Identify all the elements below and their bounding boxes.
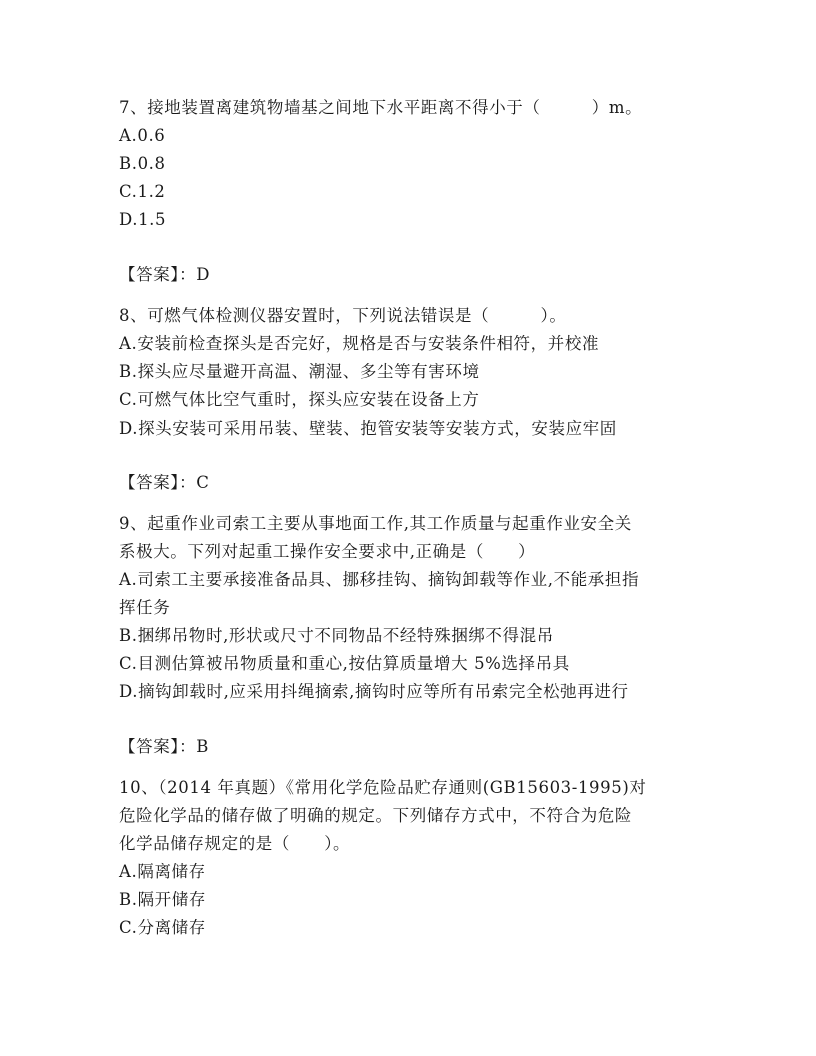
question-8-option-a: A.安装前检查探头是否完好，规格是否与安装条件相符，并校准 xyxy=(119,334,600,353)
question-9-option-a-cont: 挥任务 xyxy=(119,598,171,617)
question-8-answer: 【答案】：C xyxy=(119,473,210,492)
question-8-option-d: D.探头安装可采用吊装、壁装、抱管安装等安装方式，安装应牢固 xyxy=(119,419,617,438)
question-7-answer: 【答案】：D xyxy=(119,265,211,284)
question-7-option-c: C.1.2 xyxy=(119,182,166,201)
question-9-option-c: C.目测估算被吊物质量和重心,按估算质量增大 5%选择吊具 xyxy=(119,654,570,673)
question-9-option-d: D.摘钩卸载时,应采用抖绳摘索,摘钩时应等所有吊索完全松弛再进行 xyxy=(119,682,629,701)
question-8-stem: 8、可燃气体检测仪器安置时，下列说法错误是（ ）。 xyxy=(119,306,567,325)
question-7-option-d: D.1.5 xyxy=(119,210,167,229)
question-7-option-b: B.0.8 xyxy=(119,154,166,173)
question-10-stem-line-3: 化学品储存规定的是（ ）。 xyxy=(119,834,351,853)
question-8-option-c: C.可燃气体比空气重时，探头应安装在设备上方 xyxy=(119,390,480,409)
question-10-stem-line-1: 10、（2014 年真题）《常用化学危险品贮存通则(GB15603-1995)对 xyxy=(119,778,647,797)
question-9-stem-line-1: 9、起重作业司索工主要从事地面工作,其工作质量与起重作业安全关 xyxy=(119,514,632,533)
question-9-option-a: A.司索工主要承接准备品具、挪移挂钩、摘钩卸载等作业,不能承担指 xyxy=(119,570,640,589)
question-10-option-b: B.隔开储存 xyxy=(119,890,206,909)
question-7-option-a: A.0.6 xyxy=(119,126,166,145)
question-8-option-b: B.探头应尽量避开高温、潮湿、多尘等有害环境 xyxy=(119,362,480,381)
question-7-stem: 7、接地装置离建筑物墙基之间地下水平距离不得小于（ ）m。 xyxy=(119,98,643,117)
question-9-stem-line-2: 系极大。下列对起重工操作安全要求中,正确是（ ） xyxy=(119,542,536,561)
question-10-stem-line-2: 危险化学品的储存做了明确的规定。下列储存方式中，不符合为危险 xyxy=(119,806,632,825)
question-10-option-a: A.隔离储存 xyxy=(119,862,206,881)
question-9-answer: 【答案】：B xyxy=(119,737,209,756)
question-10-option-c: C.分离储存 xyxy=(119,918,206,937)
question-9-option-b: B.捆绑吊物时,形状或尺寸不同物品不经特殊捆绑不得混吊 xyxy=(119,626,554,645)
